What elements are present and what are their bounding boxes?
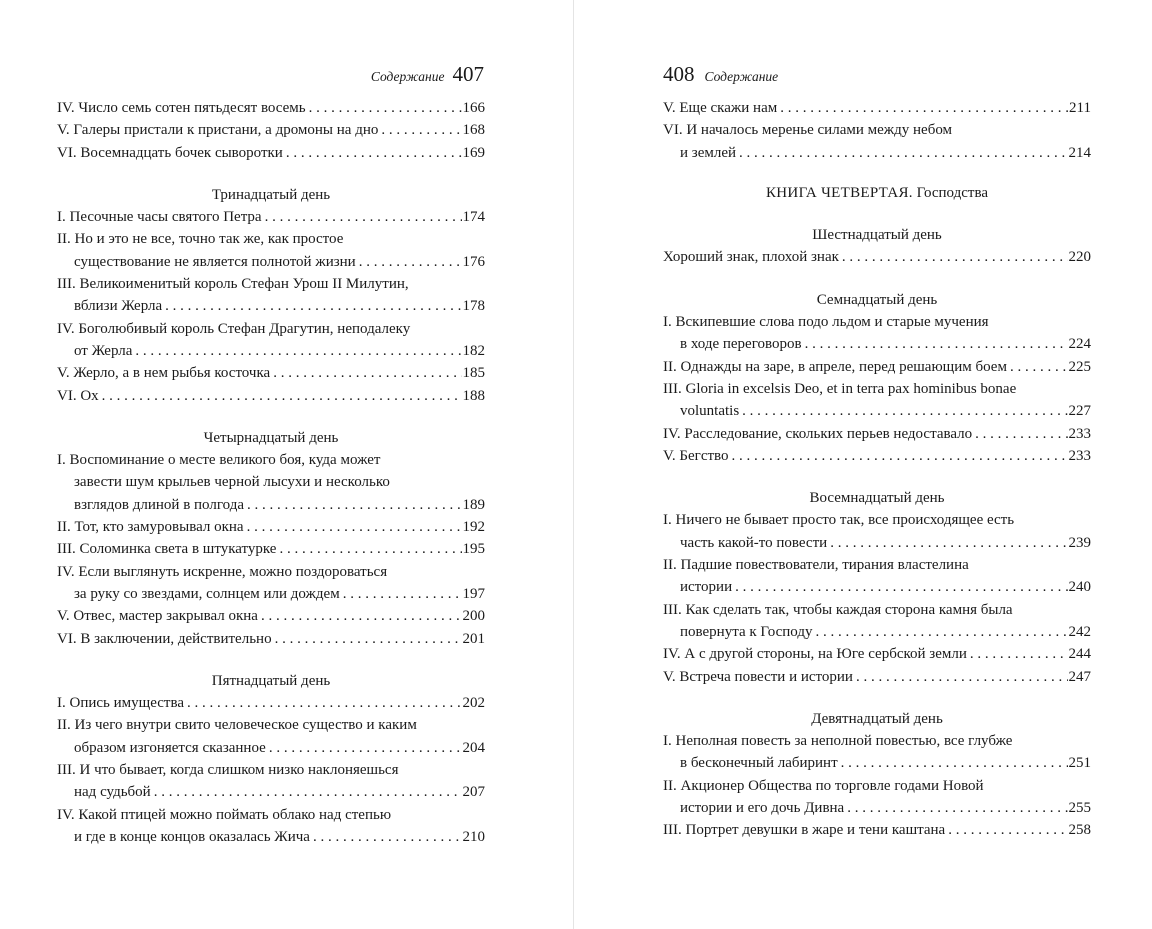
- toc-entry: Хороший знак, плохой знак . . . 220: [663, 246, 1091, 268]
- toc-entry: II. Тот, кто замуровывал окна . . . 192: [57, 516, 485, 538]
- toc-entry: VI. Ох . . . 188: [57, 385, 485, 407]
- toc-entry: V. Еще скажи нам . . . 211: [663, 97, 1091, 119]
- book-title-rest: Господства: [916, 184, 988, 201]
- book-heading: [663, 182, 1091, 204]
- running-head: [371, 62, 484, 88]
- toc-entry: III. Портрет девушки в жаре и тени каштана . . . 258: [663, 819, 1091, 841]
- page-number: 408: [663, 62, 695, 86]
- toc-entry: VI. И началось меренье силами между небом: [663, 122, 953, 139]
- toc-entry: V. Встреча повести и истории . . . 247: [663, 666, 1091, 688]
- toc-entry: IV. Число семь сотен пятьдесят восемь . . . 166: [57, 97, 485, 119]
- toc-entry: II. Но и это не все, точно так же, как простое: [57, 231, 344, 248]
- toc-entry: V. Жерло, а в нем рыбья косточка . . . 185: [57, 362, 485, 384]
- toc-entry: истории и его дочь Дивна . . . 255: [663, 797, 1091, 819]
- section-heading: Четырнадцатый день: [203, 429, 339, 446]
- toc-entry: II. Падшие повествователи, тирания властелина: [663, 557, 969, 574]
- section-heading: Пятнадцатый день: [211, 672, 331, 689]
- toc-entry: IV. Если выглянуть искренне, можно поздороваться: [57, 563, 388, 580]
- toc-entry: III. Соломинка света в штукатурке . . . 195: [57, 538, 485, 560]
- toc-entry: III. И что бывает, когда слишком низко наклоняешься: [57, 762, 399, 779]
- toc-entry: IV. Расследование, скольких перьев недоставало . . . 233: [663, 423, 1091, 445]
- toc-entry: вблизи Жерла . . . 178: [57, 295, 485, 317]
- running-title: Содержание: [370, 69, 445, 84]
- section-heading: Шестнадцатый день: [812, 227, 942, 244]
- right-page: [574, 0, 1152, 929]
- section-heading: Семнадцатый день: [816, 291, 938, 308]
- section-heading: Восемнадцатый день: [809, 490, 945, 507]
- toc-entry: I. Воспоминание о месте великого боя, куда может: [57, 452, 381, 469]
- toc-entry: I. Вскипевшие слова подо льдом и старые мучения: [663, 314, 989, 331]
- page-number: 407: [452, 62, 484, 86]
- toc-entry: повернута к Господу . . . 242: [663, 621, 1091, 643]
- toc-entry: IV. Боголюбивый король Стефан Драгутин, неподалеку: [57, 320, 411, 337]
- toc-entry: истории . . . 240: [663, 576, 1091, 598]
- toc: [663, 97, 1091, 842]
- toc-entry: IV. Какой птицей можно поймать облако над степью: [57, 806, 392, 823]
- toc-entry: V. Отвес, мастер закрывал окна . . . 200: [57, 605, 485, 627]
- toc-entry: III. Gloria in excelsis Deo, et in terra pax hominibus bonae: [663, 380, 1017, 397]
- toc-entry: и землей . . . 214: [663, 142, 1091, 164]
- toc-entry: над судьбой . . . 207: [57, 781, 485, 803]
- toc-entry: V. Бегство . . . 233: [663, 445, 1091, 467]
- toc-entry: за руку со звездами, солнцем или дождем . . . 197: [57, 583, 485, 605]
- toc-entry: VI. Восемнадцать бочек сыворотки . . . 169: [57, 142, 485, 164]
- toc-entry: IV. А с другой стороны, на Юге сербской земли . . . 244: [663, 643, 1091, 665]
- toc-entry: в бесконечный лабиринт . . . 251: [663, 752, 1091, 774]
- toc-entry: III. Как сделать так, чтобы каждая сторона камня была: [663, 601, 1013, 618]
- toc-entry: от Жерла . . . 182: [57, 340, 485, 362]
- left-page: [0, 0, 573, 929]
- section-heading: Тринадцатый день: [211, 186, 331, 203]
- toc-entry: часть какой-то повести . . . 239: [663, 532, 1091, 554]
- running-head: [663, 62, 778, 88]
- toc-entry: I. Ничего не бывает просто так, все происходящее есть: [663, 512, 1015, 529]
- toc-entry: I. Неполная повесть за неполной повестью, все глубже: [663, 733, 1013, 750]
- toc-entry: в ходе переговоров . . . 224: [663, 333, 1091, 355]
- toc-entry: I. Песочные часы святого Петра . . . 174: [57, 206, 485, 228]
- toc: [57, 97, 485, 848]
- toc-entry: II. Акционер Общества по торговле годами Новой: [663, 777, 984, 794]
- running-title: Содержание: [704, 69, 779, 84]
- toc-entry: взглядов длиной в полгода . . . 189: [57, 494, 485, 516]
- book-title-caps: КНИГА ЧЕТВЕРТАЯ.: [766, 184, 913, 201]
- toc-entry: II. Однажды на заре, в апреле, перед решающим боем . . . 225: [663, 356, 1091, 378]
- toc-entry: существование не является полнотой жизни . . . 176: [57, 251, 485, 273]
- toc-entry: III. Великоименитый король Стефан Урош II Милутин,: [57, 276, 409, 293]
- toc-entry: voluntatis . . . 227: [663, 400, 1091, 422]
- toc-entry: завести шум крыльев черной лысухи и несколько: [74, 474, 390, 491]
- toc-entry: образом изгоняется сказанное . . . 204: [57, 737, 485, 759]
- toc-entry: V. Галеры пристали к пристани, а дромоны на дно . . . 168: [57, 119, 485, 141]
- toc-entry: II. Из чего внутри свито человеческое существо и каким: [57, 717, 417, 734]
- toc-entry: VI. В заключении, действительно . . . 201: [57, 628, 485, 650]
- section-heading: Девятнадцатый день: [811, 710, 943, 727]
- toc-entry: и где в конце концов оказалась Жича . . . 210: [57, 826, 485, 848]
- toc-entry: I. Опись имущества . . . 202: [57, 692, 485, 714]
